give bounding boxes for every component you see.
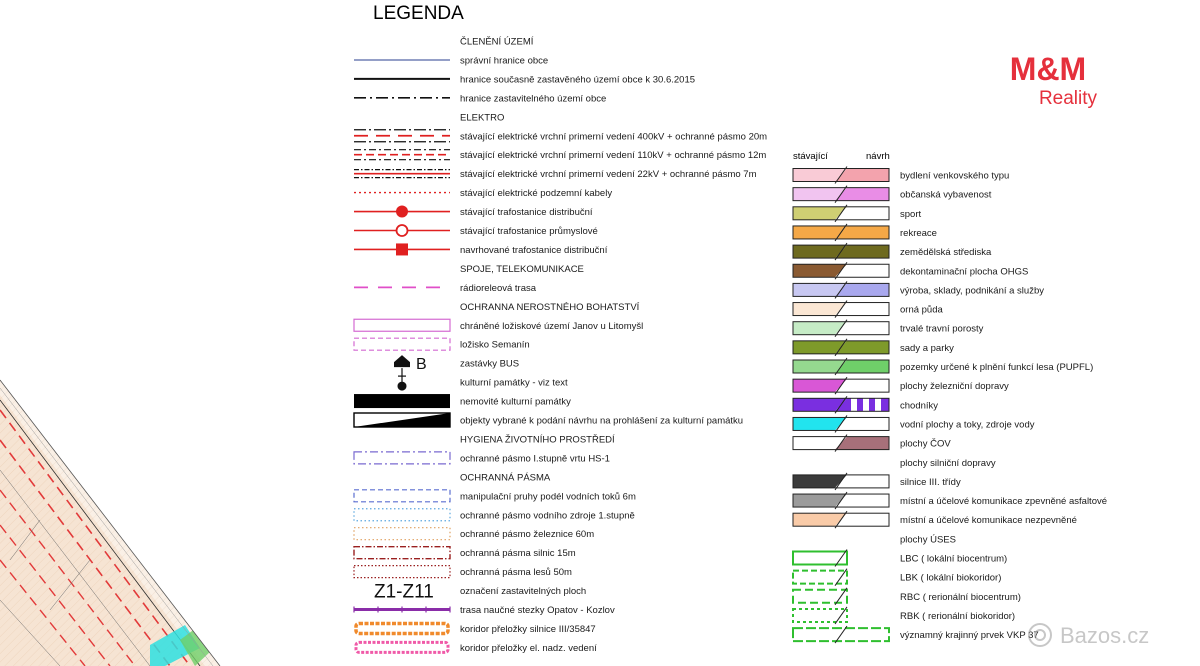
legend-row-30 — [374, 582, 586, 603]
legend-swatch-g-solid — [793, 550, 847, 567]
legend-label: rádioreleová trasa — [460, 282, 537, 294]
proposed-header: návrh — [866, 151, 890, 162]
legend-right-column — [793, 151, 1107, 643]
legend-symbol-monument — [398, 368, 407, 391]
existing-header: stávající — [793, 151, 828, 162]
legend-symbol-box-magenta — [354, 319, 450, 331]
legend-label: zastávky BUS — [460, 358, 520, 370]
legend-section-header: OCHRANNÁ PÁSMA — [460, 472, 551, 484]
legend-row-26 — [354, 509, 635, 522]
legend-symbol-trafo-dot — [354, 206, 450, 218]
legend-symbol-el110 — [354, 150, 450, 160]
legend-swatch-split — [793, 167, 889, 184]
legend-symbol-bus — [394, 355, 427, 373]
legend-swatch-split — [793, 511, 889, 528]
legend-row-25 — [354, 490, 636, 503]
legend-title-area — [373, 3, 464, 24]
legend-right-row-2 — [793, 186, 992, 203]
legend-right-row-23 — [793, 588, 1021, 605]
legend-right-row-11 — [793, 358, 1093, 375]
legend-right-row-13 — [793, 396, 938, 413]
legend-row-16 — [354, 319, 643, 332]
legend-label: označení zastavitelných ploch — [460, 586, 587, 598]
legend-swatch-split — [793, 281, 889, 298]
legend-right-label: rekreace — [900, 227, 937, 239]
legend-row-12 — [354, 243, 608, 256]
watermark-text: Bazos.cz — [1060, 623, 1150, 648]
legend-right-label: místní a účelové komunikace zpevněné asfaltové — [900, 496, 1108, 508]
legend-right-label: LBC ( lokální biocentrum) — [900, 553, 1008, 565]
legend-right-label: silnice III. třídy — [900, 476, 961, 488]
legend-right-label: RBC ( rerionální biocentrum) — [900, 591, 1021, 603]
legend-right-row-24 — [793, 607, 1015, 624]
legend-label: koridor přeložky silnice III/35847 — [460, 623, 596, 635]
legend-swatch-split-stripe — [793, 396, 889, 413]
legend-row-6 — [354, 130, 767, 143]
legend-left-column — [354, 37, 767, 654]
legend-right-label: zemědělská střediska — [900, 247, 992, 259]
legend-label: hranice zastavitelného území obce — [460, 93, 607, 105]
legend-label: ochranná pásma silnic 15m — [460, 548, 576, 560]
legend-row-3 — [354, 74, 695, 85]
legend-label: stávající elektrické vrchní primerní vedení 110kV + ochranné pásmo 12m — [460, 150, 767, 162]
legend-swatch-split — [793, 186, 889, 203]
legend-row-8 — [354, 169, 757, 180]
legend-symbol-box-darkred-dash — [354, 547, 450, 559]
legend-section-header: ČLENĚNÍ ÚZEMÍ — [460, 36, 534, 48]
legend-label: stávající elektrické vrchní primerní vedení 22kV + ochranné pásmo 7m — [460, 169, 757, 181]
legend-right-row-19 — [793, 511, 1077, 528]
map-fragment — [0, 380, 220, 666]
legend-swatch-split — [793, 243, 889, 260]
legend-right-row-10 — [793, 339, 954, 356]
legend-row-18 — [394, 355, 519, 373]
legend-swatch-split — [793, 492, 889, 509]
legend-label: manipulační pruhy podél vodních toků 6m — [460, 491, 636, 503]
legend-symbol-el22 — [354, 170, 450, 178]
legend-row-14 — [354, 283, 537, 294]
legend-label: stávající trafostanice průmyslové — [460, 226, 598, 237]
legend-row-15 — [460, 302, 640, 313]
legend-right-header — [793, 151, 890, 162]
legend-symbol-box-orange-dot — [354, 528, 450, 540]
legend-symbol-black-bar — [354, 394, 450, 408]
legend-row-10 — [354, 206, 593, 219]
legend-section-header: OCHRANNA NEROSTNÉHO BOHATSTVÍ — [460, 301, 640, 313]
legend-swatch-split — [793, 320, 889, 337]
legend-right-row-7 — [793, 281, 1044, 298]
legend-symbol-box-blue-dash — [354, 490, 450, 502]
legend-swatch-g-dot — [793, 607, 847, 624]
legend-symbol-trail — [354, 607, 450, 613]
legend-right-row-15 — [793, 435, 951, 452]
legend-swatch-split — [793, 224, 889, 241]
watermark — [1029, 623, 1149, 648]
legend-right-label: místní a účelové komunikace nezpevněné — [900, 515, 1077, 527]
legend-label: stávající elektrické podzemní kabely — [460, 188, 613, 200]
legend-row-22 — [460, 434, 615, 445]
legend-row-2 — [354, 55, 548, 66]
legend-swatch-g-dash — [793, 569, 847, 586]
legend-symbol-box-purple-dashdot — [354, 452, 450, 464]
legend-label: stávající elektrické vrchní primerní vedení 400kV + ochranné pásmo 20m — [460, 131, 768, 143]
legend-row-29 — [354, 566, 572, 579]
legend-symbol-corr-orange — [356, 623, 448, 633]
legend-row-31 — [354, 605, 615, 616]
legend-row-13 — [460, 264, 584, 275]
legend-row-5 — [460, 112, 504, 123]
legend-section-header: SPOJE, TELEKOMUNIKACE — [460, 263, 584, 275]
legend-row-21 — [354, 413, 743, 427]
legend-swatch-split — [793, 358, 889, 375]
legend-right-row-14 — [793, 415, 1035, 432]
legend-right-label: bydlení venkovského typu — [900, 170, 1010, 182]
legend-right-row-8 — [793, 301, 944, 318]
legend-swatch-split — [793, 377, 889, 394]
legend-row-7 — [354, 150, 766, 162]
legend-label: ochranná pásma lesů 50m — [460, 567, 572, 579]
legend-right-label: sady a parky — [900, 342, 954, 354]
legend-label: navrhované trafostanice distribuční — [460, 244, 608, 256]
legend-right-label: plochy ČOV — [900, 438, 951, 450]
legend-label: ložisko Semanín — [460, 339, 530, 351]
legend-right-label: chodníky — [900, 400, 939, 412]
legend-row-27 — [354, 528, 594, 541]
legend-right-row-1 — [793, 167, 1009, 184]
legend-row-11 — [354, 225, 598, 237]
legend-right-label: pozemky určené k plnění funkcí lesa (PUPFL) — [900, 362, 1094, 373]
legend-right-label: plochy ÚSES — [900, 534, 956, 546]
legend-label: stávající trafostanice distribuční — [460, 207, 593, 219]
legend-row-24 — [460, 472, 551, 483]
legend-symbol-trafo-square — [354, 243, 450, 255]
legend-row-32 — [356, 623, 596, 635]
legend-row-1 — [460, 37, 534, 48]
legend-right-label: orná půda — [900, 304, 943, 316]
legend-right-label: plochy železniční dopravy — [900, 381, 1009, 393]
legend-row-20 — [354, 394, 571, 408]
legend-right-label: plochy silniční dopravy — [900, 457, 996, 469]
bus-letter: B — [416, 356, 427, 374]
legend-right-label: občanská vybavenost — [900, 189, 992, 201]
legend-label: objekty vybrané k podání návrhu na prohlášení za kulturní památku — [460, 415, 744, 427]
brand-logo — [1010, 51, 1098, 109]
legend-symbol-trafo-ring — [354, 225, 450, 236]
legend-label: koridor přeložky el. nadz. vedení — [460, 642, 597, 654]
legend-swatch-g-long — [793, 626, 889, 643]
legend-right-row-17 — [793, 473, 961, 490]
legend-label: chráněné ložiskové území Janov u Litomyšl — [460, 320, 644, 332]
legend-symbol-wedge — [354, 413, 450, 427]
legend-symbol-box-blue-dot — [354, 509, 450, 521]
legend-right-label: vodní plochy a toky, zdroje vody — [900, 419, 1035, 431]
legend-right-label: významný krajinný prvek VKP 37 — [900, 630, 1039, 642]
legend-label: trasa naučné stezky Opatov - Kozlov — [460, 605, 615, 616]
legend-label: ochranné pásmo I.stupně vrtu HS-1 — [460, 453, 610, 465]
legend-right-label: sport — [900, 208, 922, 220]
zone-code: Z1-Z11 — [374, 581, 434, 603]
legend-right-row-18 — [793, 492, 1107, 509]
legend-swatch-split — [793, 473, 889, 490]
legend-swatch-split — [793, 301, 889, 318]
legend-label: hranice současně zastavěného území obce k 30.6.2015 — [460, 74, 696, 86]
legend-symbol-corr-pink — [356, 642, 448, 652]
legend-row-33 — [356, 642, 597, 654]
legend-swatch-split — [793, 415, 889, 432]
legend-row-23 — [354, 452, 610, 465]
legend-symbol-box-darkred-dot — [354, 566, 450, 578]
brand-name: M&M — [1009, 51, 1087, 87]
legend-section-header: ELEKTRO — [460, 112, 505, 124]
legend-right-row-4 — [793, 224, 937, 241]
legend-symbol-el400 — [354, 130, 450, 142]
legend-right-row-6 — [793, 262, 1028, 279]
legend-row-28 — [354, 547, 576, 560]
legend-label: ochranné pásmo vodního zdroje 1.stupně — [460, 510, 635, 522]
legend-right-row-12 — [793, 377, 1009, 394]
legend-swatch-split — [793, 435, 889, 452]
legend-right-row-20 — [900, 534, 956, 545]
legend-row-17 — [354, 338, 530, 351]
legend-right-row-22 — [793, 569, 1001, 586]
brand-subtitle: Reality — [1038, 88, 1098, 109]
legend-right-row-16 — [900, 458, 996, 469]
legend-section-header: HYGIENA ŽIVOTNÍHO PROSTŘEDÍ — [460, 434, 615, 446]
legend-label: kulturní památky - viz text — [460, 377, 568, 389]
legend-title: LEGENDA — [373, 3, 464, 24]
legend-swatch-g-dash2 — [793, 588, 847, 605]
legend-right-row-25 — [793, 626, 1039, 643]
legend-swatch-split — [793, 205, 889, 222]
legend-row-9 — [354, 188, 612, 199]
legend-row-4 — [354, 93, 606, 104]
legend-right-label: LBK ( lokální biokoridor) — [900, 572, 1002, 584]
legend-label: nemovité kulturní památky — [460, 396, 571, 408]
legend-swatch-split — [793, 262, 889, 279]
legend-right-row-3 — [793, 205, 921, 222]
legend-swatch-split — [793, 339, 889, 356]
legend-label: ochranné pásmo železnice 60m — [460, 529, 595, 541]
legend-right-label: výroba, sklady, podnikání a služby — [900, 285, 1044, 297]
legend-right-label: trvalé travní porosty — [900, 323, 984, 335]
legend-right-label: dekontaminační plocha OHGS — [900, 266, 1029, 278]
legend-label: správní hranice obce — [460, 55, 549, 67]
legend-right-row-21 — [793, 550, 1007, 567]
legend-right-row-5 — [793, 243, 992, 260]
legend-right-row-9 — [793, 320, 984, 337]
legend-right-label: RBK ( rerionální biokoridor) — [900, 610, 1016, 622]
legend-symbol-zcode — [374, 582, 434, 603]
legend-symbol-box-magenta-dash — [354, 338, 450, 350]
